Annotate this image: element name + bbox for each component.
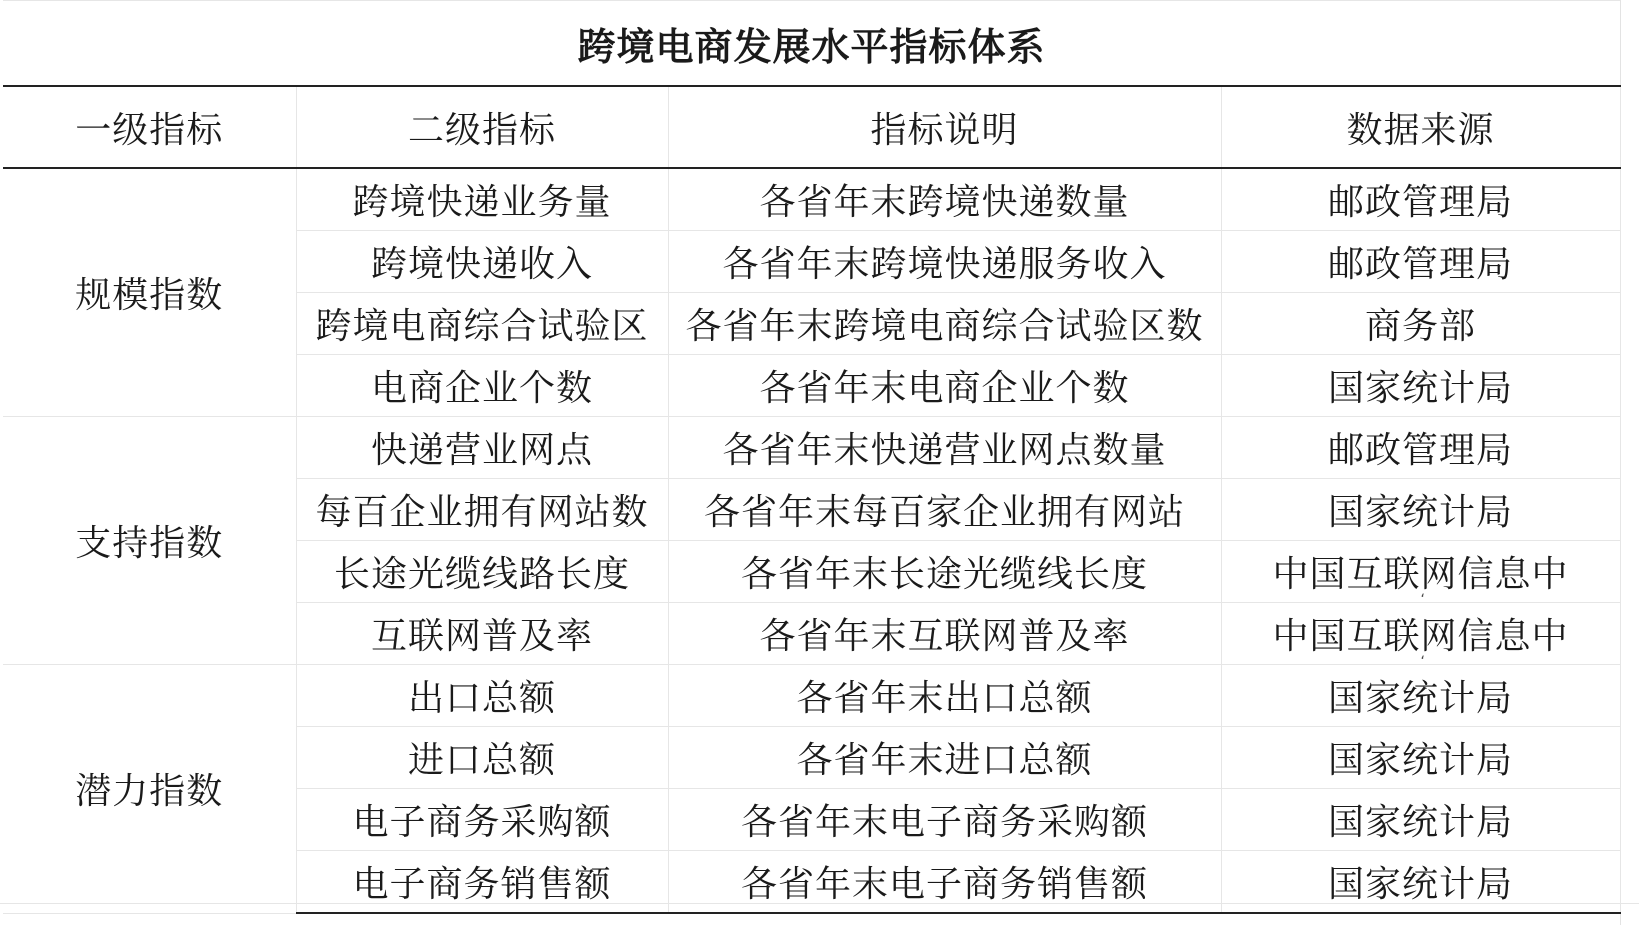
- header-row: [3, 86, 1620, 168]
- source-cell[interactable]: 邮政管理局: [1221, 231, 1620, 293]
- level2-cell[interactable]: 长途光缆线路长度: [296, 541, 668, 603]
- level2-cell[interactable]: 电子商务采购额: [296, 789, 668, 851]
- source-cell[interactable]: 国家统计局: [1221, 851, 1620, 914]
- level2-cell[interactable]: 电商企业个数: [296, 355, 668, 417]
- source-cell[interactable]: [1221, 541, 1620, 603]
- source-cell[interactable]: 国家统计局: [1221, 479, 1620, 541]
- level2-cell[interactable]: 每百企业拥有网站数: [296, 479, 668, 541]
- header-level1[interactable]: 一级指标: [3, 86, 296, 168]
- description-cell[interactable]: 各省年末互联网普及率: [668, 603, 1221, 665]
- description-cell[interactable]: 各省年末电商企业个数: [668, 355, 1221, 417]
- source-cell[interactable]: 国家统计局: [1221, 665, 1620, 727]
- description-cell[interactable]: 各省年末跨境快递数量: [668, 168, 1221, 231]
- level2-cell[interactable]: 互联网普及率: [296, 603, 668, 665]
- description-cell[interactable]: 各省年末跨境快递服务收入: [668, 231, 1221, 293]
- level2-cell[interactable]: 进口总额: [296, 727, 668, 789]
- description-cell[interactable]: 各省年末电子商务销售额: [668, 851, 1221, 914]
- level1-cell[interactable]: 支持指数: [3, 417, 296, 665]
- description-cell[interactable]: 各省年末快递营业网点数量: [668, 417, 1221, 479]
- source-cell[interactable]: 国家统计局: [1221, 789, 1620, 851]
- description-cell[interactable]: 各省年末每百家企业拥有网站: [668, 479, 1221, 541]
- table-row: [3, 168, 1620, 231]
- level2-cell[interactable]: 跨境快递业务量: [296, 168, 668, 231]
- source-cell-text: 中国互联网信息中: [1272, 554, 1569, 595]
- description-cell[interactable]: 各省年末进口总额: [668, 727, 1221, 789]
- source-cell[interactable]: 商务部: [1221, 293, 1620, 355]
- header-source[interactable]: 数据来源: [1221, 86, 1620, 168]
- table-row: [3, 417, 1620, 479]
- level2-cell[interactable]: 电子商务销售额: [296, 851, 668, 914]
- table-row: [3, 665, 1620, 727]
- source-cell-text: 中国互联网信息中: [1272, 616, 1569, 657]
- overflow-tick-icon: ‘: [1420, 654, 1426, 665]
- source-cell[interactable]: 邮政管理局: [1221, 168, 1620, 231]
- source-cell[interactable]: 国家统计局: [1221, 727, 1620, 789]
- indicator-table: [3, 0, 1621, 914]
- header-level2[interactable]: 二级指标: [296, 86, 668, 168]
- description-cell[interactable]: 各省年末跨境电商综合试验区数: [668, 293, 1221, 355]
- level1-cell[interactable]: 规模指数: [3, 168, 296, 417]
- empty-sheet-row[interactable]: [0, 903, 1639, 926]
- level2-cell[interactable]: 快递营业网点: [296, 417, 668, 479]
- title-row: [3, 1, 1620, 87]
- description-cell[interactable]: 各省年末电子商务采购额: [668, 789, 1221, 851]
- source-cell[interactable]: [1221, 603, 1620, 665]
- description-cell[interactable]: 各省年末出口总额: [668, 665, 1221, 727]
- level2-cell[interactable]: 跨境快递收入: [296, 231, 668, 293]
- table-title[interactable]: 跨境电商发展水平指标体系: [3, 1, 1620, 87]
- source-cell[interactable]: 国家统计局: [1221, 355, 1620, 417]
- level2-cell[interactable]: 出口总额: [296, 665, 668, 727]
- description-cell[interactable]: 各省年末长途光缆线长度: [668, 541, 1221, 603]
- level1-cell[interactable]: 潜力指数: [3, 665, 296, 914]
- level2-cell[interactable]: 跨境电商综合试验区: [296, 293, 668, 355]
- source-cell[interactable]: 邮政管理局: [1221, 417, 1620, 479]
- overflow-tick-icon: ‘: [1420, 592, 1426, 603]
- header-description[interactable]: 指标说明: [668, 86, 1221, 168]
